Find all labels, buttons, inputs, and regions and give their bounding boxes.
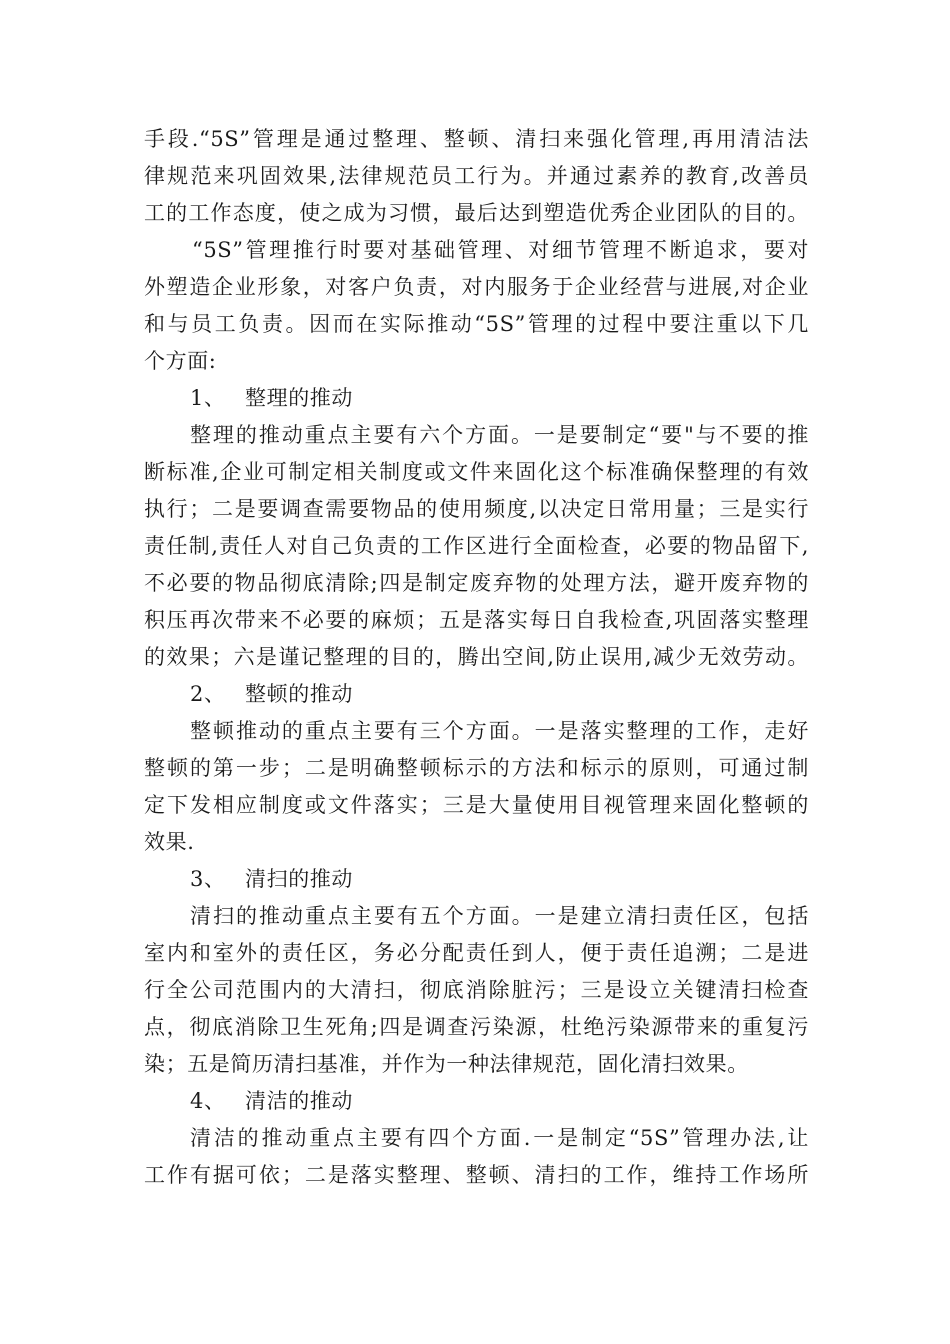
section-title: 整理的推动 xyxy=(245,386,353,410)
section-heading xyxy=(190,1081,490,1121)
paragraph-line: 的效果；六是谨记整理的目的，腾出空间,防止误用,减少无效劳动。 xyxy=(144,645,809,669)
paragraph-line: 定下发相应制度或文件落实；三是大量使用目视管理来固化整顿的 xyxy=(144,793,809,817)
paragraph-line: “5S”管理推行时要对基础管理、对细节管理不断追求，要对 xyxy=(192,238,809,262)
paragraph-line: 外塑造企业形象，对客户负责，对内服务于企业经营与进展,对企业 xyxy=(144,275,809,299)
paragraph-line: 不必要的物品彻底清除;四是制定废弃物的处理方法，避开废弃物的 xyxy=(144,571,809,595)
paragraph-line: 整理的推动重点主要有六个方面。一是要制定“要"与不要的推 xyxy=(190,423,809,447)
paragraph-line: 工的工作态度，使之成为习惯，最后达到塑造优秀企业团队的目的。 xyxy=(144,201,809,225)
section-heading xyxy=(190,378,490,418)
section-number: 1、 xyxy=(190,386,226,410)
section-heading xyxy=(190,674,490,714)
paragraph-line: 整顿的第一步；二是明确整顿标示的方法和标示的原则，可通过制 xyxy=(144,756,809,780)
paragraph-line: 律规范来巩固效果,法律规范员工行为。并通过素养的教育,改善员 xyxy=(144,164,809,188)
section-number: 4、 xyxy=(190,1089,226,1113)
paragraph-line: 积压再次带来不必要的麻烦；五是落实每日自我检查,巩固落实整理 xyxy=(144,608,809,632)
section-title: 整顿的推动 xyxy=(245,682,353,706)
paragraph-line: 清扫的推动重点主要有五个方面。一是建立清扫责任区，包括 xyxy=(190,904,809,928)
paragraph-line: 点，彻底消除卫生死角;四是调查污染源，杜绝污染源带来的重复污 xyxy=(144,1015,809,1039)
section-heading xyxy=(190,859,490,899)
paragraph-line: 工作有据可依；二是落实整理、整顿、清扫的工作，维持工作场所 xyxy=(144,1163,809,1187)
section-title: 清洁的推动 xyxy=(245,1089,353,1113)
paragraph-line: 室内和室外的责任区，务必分配责任到人，便于责任追溯；二是进 xyxy=(144,941,809,965)
paragraph-line: 个方面: xyxy=(144,349,217,373)
paragraph-line: 行全公司范围内的大清扫，彻底消除脏污；三是设立关键清扫检查 xyxy=(144,978,809,1002)
paragraph-line: 手段.“5S”管理是通过整理、整顿、清扫来强化管理,再用清洁法 xyxy=(144,127,809,151)
paragraph-line: 断标准,企业可制定相关制度或文件来固化这个标准确保整理的有效 xyxy=(144,460,809,484)
paragraph-line: 执行；二是要调查需要物品的使用频度,以决定日常用量；三是实行 xyxy=(144,497,809,521)
section-number: 2、 xyxy=(190,682,226,706)
paragraph-line: 和与员工负责。因而在实际推动“5S”管理的过程中要注重以下几 xyxy=(144,312,809,336)
paragraph-line: 整顿推动的重点主要有三个方面。一是落实整理的工作，走好 xyxy=(190,719,809,743)
section-number: 3、 xyxy=(190,867,226,891)
paragraph-line: 效果. xyxy=(144,830,195,854)
section-title: 清扫的推动 xyxy=(245,867,353,891)
paragraph-line: 责任制,责任人对自己负责的工作区进行全面检查，必要的物品留下, xyxy=(144,534,809,558)
paragraph-line: 染；五是简历清扫基准，并作为一种法律规范，固化清扫效果。 xyxy=(144,1052,749,1076)
paragraph-line: 清洁的推动重点主要有四个方面.一是制定“5S”管理办法,让 xyxy=(190,1126,809,1150)
